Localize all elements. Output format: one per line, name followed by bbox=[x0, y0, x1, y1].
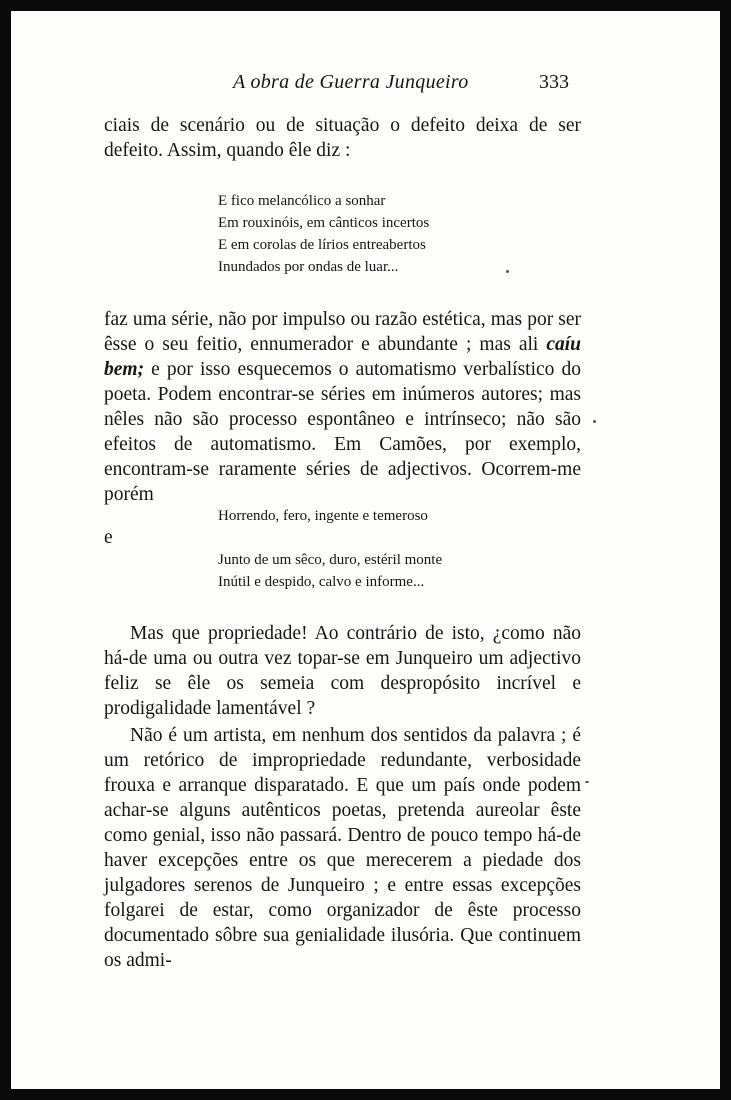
paragraph-2-part-a: faz uma série, não por impulso ou razão estética, mas por ser êsse o seu feitio, ennumerador e abundante ; mas ali bbox=[104, 309, 581, 355]
verse-line: Inundados por ondas de luar... bbox=[218, 259, 399, 275]
paragraph-3 bbox=[104, 621, 581, 721]
conjunction-text: e bbox=[104, 527, 113, 548]
running-title: A obra de Guerra Junqueiro bbox=[233, 71, 469, 93]
paragraph-1 bbox=[104, 113, 581, 163]
paragraph-2-part-b: e por isso esquecemos o automatismo verbalístico do poeta. Podem encontrar-se séries em inúmeros autores; mas nêles não são processo espontâneo e intrínseco; não são efeitos de automatismo. Em Camões, por exemplo, encontram-se raramente séries de adjectivos. Ocorrem-me porém bbox=[104, 359, 581, 505]
ink-speck bbox=[585, 781, 589, 783]
paragraph-4-body: Não é um artista, em nenhum dos sentidos da palavra ; é um retórico de impropriedade redundante, verbosidade frouxa e arranque disparatado. E que um país onde podem achar-se alguns autênticos poetas, pretenda aureolar êste como genial, isso não passará. Dentro de pouco tempo há-de haver excepções entre os que merecerem a piedade dos julgadores serenos de Junqueiro ; e entre essas excepções folgarei de estar, como organizador de êste processo documentado sôbre sua genialidade ilusória. Que continuem os admi- bbox=[104, 725, 581, 971]
paragraph-4 bbox=[104, 723, 581, 973]
page-number: 333 bbox=[539, 71, 569, 93]
verse-line: Horrendo, fero, ingente e temeroso bbox=[218, 508, 428, 524]
verse-quote-2 bbox=[218, 505, 558, 527]
verse-line: Em rouxinóis, em cânticos incertos bbox=[218, 215, 430, 231]
page-header bbox=[11, 71, 720, 101]
emphasis-cau-bem: caíu bem; bbox=[104, 334, 581, 380]
verse-quote-3 bbox=[218, 549, 558, 593]
verse-line: E em corolas de lírios entreabertos bbox=[218, 237, 426, 253]
paragraph-2-text bbox=[104, 307, 581, 507]
verse-quote-1 bbox=[218, 190, 558, 278]
verse-line: Junto de um sêco, duro, estéril monte bbox=[218, 552, 443, 568]
paragraph-3-text bbox=[104, 621, 581, 721]
paragraph-1-text: ciais de scenário ou de situação o defeito deixa de ser defeito. Assim, quando êle diz : bbox=[104, 115, 581, 161]
paragraph-2 bbox=[104, 307, 581, 507]
verse-line: E fico melancólico a sonhar bbox=[218, 193, 386, 209]
verse-line: Inútil e despido, calvo e informe... bbox=[218, 574, 425, 590]
ink-speck bbox=[506, 270, 509, 273]
book-page bbox=[11, 11, 720, 1089]
conjunction-line bbox=[104, 525, 581, 550]
paragraph-3-body: Mas que propriedade! Ao contrário de isto, ¿como não há-de uma ou outra vez topar-se em Junqueiro um adjectivo feliz se êle os semeia com despropósito incrível e prodigalidade lamentável ? bbox=[104, 623, 581, 719]
paragraph-4-text bbox=[104, 723, 581, 973]
ink-speck bbox=[593, 420, 596, 423]
